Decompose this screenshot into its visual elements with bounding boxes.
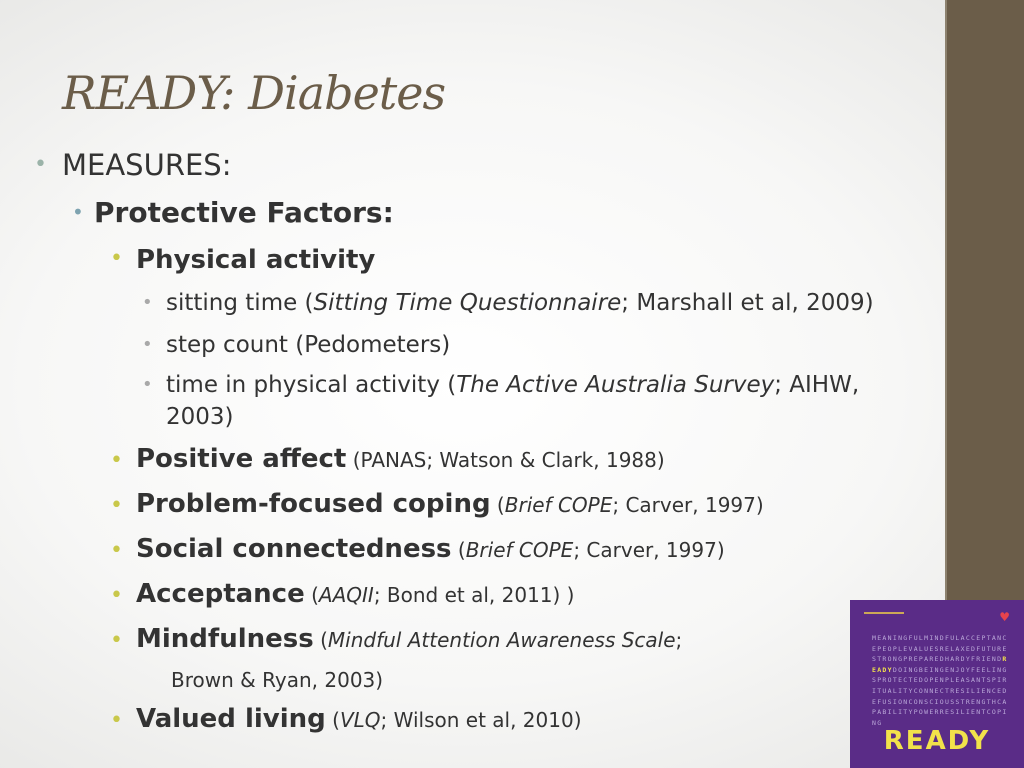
logo-word-grid: MEANINGFULMINDFULACCEPTANCEPEOPLEVALUESRELAXEDFUTURESTRONGPREPAREDHARDYFRIENDREADYDOINGBEINGENJOYFEELINGSPROTECTEDOPENPLEASANTSPIRITUALITYCONNECTRESILIENCEDEFUSIONCONSCIOUSSTRENGTHCAPABILITYPOWERRESILIENTCOPING (872, 634, 1008, 727)
bullet-icon: • (142, 374, 153, 395)
physical-activity-item: Physical activity (136, 245, 376, 275)
problem-focused-coping-item: Problem-focused coping (Brief COPE; Carver, 1997) (136, 489, 764, 519)
bullet-icon: • (110, 708, 123, 733)
ready-logo (850, 600, 1024, 768)
heart-foundation-icon: ♥ (999, 610, 1010, 624)
mindfulness-item: Mindfulness (Mindful Attention Awareness Scale; (136, 624, 683, 654)
mindfulness-continuation: Brown & Ryan, 2003) (171, 668, 384, 692)
positive-affect-item: Positive affect (PANAS; Watson & Clark, 1988) (136, 444, 665, 474)
bullet-icon: • (110, 628, 123, 653)
social-connectedness-item: Social connectedness (Brief COPE; Carver, 1997) (136, 534, 725, 564)
logo-header (864, 610, 1014, 626)
step-count-item: step count (Pedometers) (166, 332, 451, 358)
bullet-icon: • (110, 448, 123, 473)
bullet-icon: • (34, 152, 47, 177)
time-in-activity-continuation: 2003) (166, 404, 234, 430)
bullet-icon: • (110, 246, 123, 271)
bullet-icon: • (142, 292, 153, 313)
bullet-icon: • (72, 200, 84, 224)
slide-title: READY: Diabetes (62, 66, 446, 120)
measures-heading: MEASURES: (62, 148, 232, 182)
bullet-icon: • (110, 538, 123, 563)
bullet-icon: • (110, 583, 123, 608)
bullet-icon: • (142, 334, 153, 355)
valued-living-item: Valued living (VLQ; Wilson et al, 2010) (136, 704, 582, 734)
time-in-activity-item: time in physical activity (The Active Australia Survey; AIHW, (166, 372, 860, 398)
sitting-time-item: sitting time (Sitting Time Questionnaire; Marshall et al, 2009) (166, 290, 874, 316)
bullet-icon: • (110, 493, 123, 518)
university-logo-icon (864, 612, 904, 622)
logo-ready-text: READY (883, 726, 991, 756)
protective-factors-heading: Protective Factors: (94, 196, 394, 229)
acceptance-item: Acceptance (AAQII; Bond et al, 2011) ) (136, 579, 575, 609)
